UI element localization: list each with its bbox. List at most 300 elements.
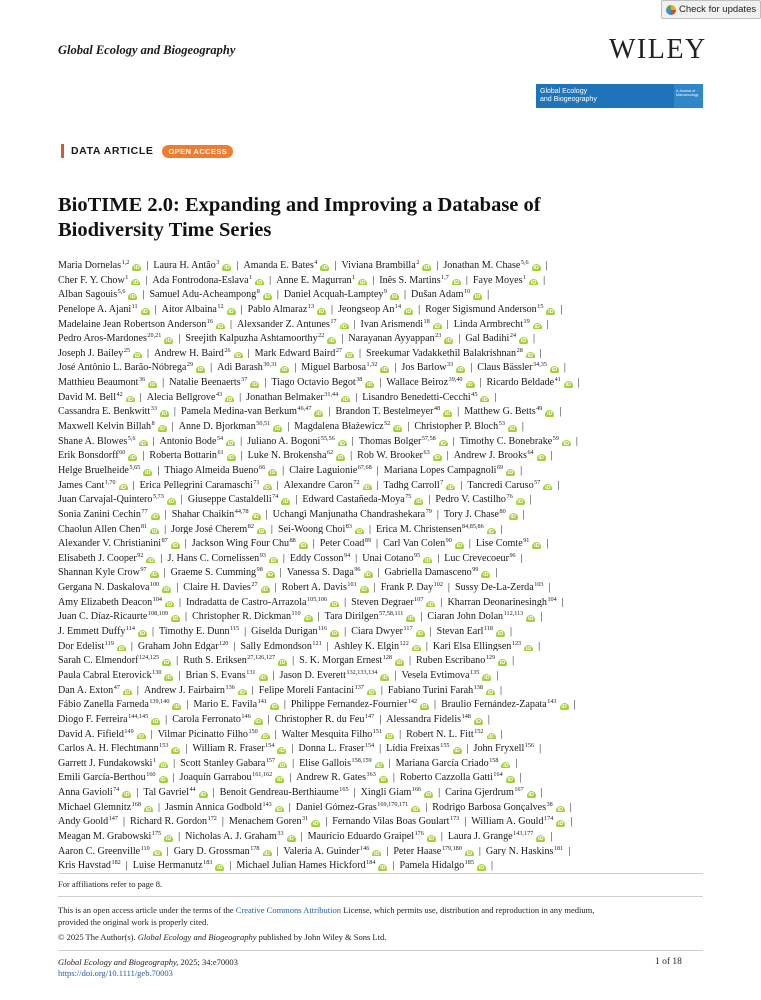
orcid-icon[interactable]: iD xyxy=(216,323,225,330)
author-name[interactable]: Christopher R. du Feu$^{147}$ xyxy=(274,712,375,725)
orcid-icon[interactable]: iD xyxy=(486,689,495,696)
affiliation-ref[interactable]: 118 xyxy=(483,625,494,633)
author-name[interactable]: José Antônio L. Barão-Nóbrega$^{29}$ xyxy=(58,361,194,374)
orcid-icon[interactable]: iD xyxy=(196,366,205,373)
orcid-icon[interactable]: iD xyxy=(199,791,208,798)
orcid-icon[interactable]: iD xyxy=(141,308,150,315)
orcid-icon[interactable]: iD xyxy=(446,484,455,491)
orcid-icon[interactable]: iD xyxy=(456,366,465,373)
orcid-icon[interactable]: iD xyxy=(433,323,442,330)
check-for-updates-button[interactable] xyxy=(661,0,761,19)
affiliation-ref[interactable]: 44 xyxy=(189,786,196,794)
affiliation-ref[interactable]: 62 xyxy=(326,449,334,457)
author-name[interactable]: Natalie Beenaerts$^{37}$ xyxy=(169,376,248,388)
orcid-icon[interactable]: iD xyxy=(215,864,224,871)
author-name[interactable]: Fabiano Turini Farah$^{138}$ xyxy=(387,683,483,696)
affiliation-ref[interactable]: 174 xyxy=(544,815,554,823)
author-name[interactable]: Dušan Adam$^{10}$ xyxy=(411,288,471,300)
author-name[interactable]: Christopher P. Bloch$^{53}$ xyxy=(414,420,505,432)
orcid-icon[interactable]: iD xyxy=(427,835,436,842)
author-name[interactable]: Richard R. Gordon$^{172}$ xyxy=(130,815,217,827)
affiliation-ref[interactable]: 105,106 xyxy=(307,595,328,603)
affiliation-ref[interactable]: 27 xyxy=(335,346,342,354)
author-name[interactable]: Emili García-Berthou$^{160}$ xyxy=(58,771,156,784)
affiliation-ref[interactable]: 27 xyxy=(251,581,258,589)
affiliation-ref[interactable]: 114 xyxy=(125,625,135,633)
author-name[interactable]: Vanessa S. Daga$^{96}$ xyxy=(286,566,361,579)
affiliation-ref[interactable]: 23 xyxy=(435,332,442,340)
author-name[interactable]: Frank P. Day$^{102}$ xyxy=(380,581,443,593)
author-name[interactable]: Juan Carvajal-Quintero$^{5,73}$ xyxy=(58,493,164,505)
author-name[interactable]: Gary N. Haskins$^{181}$ xyxy=(485,844,564,857)
author-name[interactable]: Claire H. Davies$^{27}$ xyxy=(183,581,258,593)
author-name[interactable]: Cher F. Y. Chow$^1$ xyxy=(58,273,129,286)
author-name[interactable]: Andy Goold$^{147}$ xyxy=(58,815,118,827)
affiliation-ref[interactable]: 90 xyxy=(445,537,452,545)
orcid-icon[interactable]: iD xyxy=(128,454,137,461)
author-name[interactable]: Felipe Moreli Fantacini$^{137}$ xyxy=(258,683,364,696)
affiliation-ref[interactable]: 43 xyxy=(215,390,223,398)
orcid-icon[interactable]: iD xyxy=(144,806,153,813)
affiliation-ref[interactable]: 4 xyxy=(314,259,318,266)
affiliation-ref[interactable]: 168 xyxy=(131,800,141,808)
author-name[interactable]: David M. Bell$^{42}$ xyxy=(58,390,123,403)
affiliation-ref[interactable]: 83 xyxy=(345,522,352,530)
orcid-icon[interactable]: iD xyxy=(480,396,489,403)
author-name[interactable]: Peter Haase$^{179,180}$ xyxy=(393,844,462,857)
author-name[interactable]: Elisabeth J. Cooper$^{92}$ xyxy=(58,551,144,564)
affiliation-ref[interactable]: 16 xyxy=(206,317,213,325)
author-name[interactable]: Lisandro Benedetti-Cecchi$^{45}$ xyxy=(362,390,478,403)
author-name[interactable]: Graham John Edgar$^{120}$ xyxy=(137,639,229,652)
affiliation-ref[interactable]: 101 xyxy=(347,581,357,589)
author-name[interactable]: Joaquín Garrabou$^{161,162}$ xyxy=(179,771,273,784)
orcid-icon[interactable]: iD xyxy=(151,513,160,520)
affiliation-ref[interactable]: 24 xyxy=(509,332,517,340)
author-name[interactable]: Amy Elizabeth Deacon$^{104}$ xyxy=(58,595,162,608)
author-name[interactable]: Kari Elsa Ellingsen$^{123}$ xyxy=(432,639,522,652)
author-name[interactable]: Diogo F. Ferreira$^{144,145}$ xyxy=(58,712,149,725)
affiliation-ref[interactable]: 45 xyxy=(471,390,478,398)
affiliation-ref[interactable]: 29 xyxy=(186,361,194,369)
orcid-icon[interactable]: iD xyxy=(238,689,247,696)
author-name[interactable]: Madelaine Jean Robertson Anderson$^{16}$ xyxy=(58,317,213,330)
orcid-icon[interactable]: iD xyxy=(159,762,168,769)
orcid-icon[interactable]: iD xyxy=(537,454,546,461)
author-name[interactable]: Gal Badihi$^{24}$ xyxy=(465,332,517,344)
author-name[interactable]: Indradatta de Castro-Arrazola$^{105,106}$ xyxy=(185,595,328,608)
affiliation-ref[interactable]: 50,51 xyxy=(256,420,271,428)
author-name[interactable]: Gergana N. Daskalova$^{100}$ xyxy=(58,581,160,593)
orcid-icon[interactable]: iD xyxy=(477,864,486,871)
affiliation-ref[interactable]: 91 xyxy=(523,537,530,545)
affiliation-ref[interactable]: 179,180 xyxy=(441,844,462,852)
orcid-icon[interactable]: iD xyxy=(122,791,131,798)
orcid-icon[interactable]: iD xyxy=(532,542,541,549)
author-name[interactable]: Carl Van Colen$^{90}$ xyxy=(383,537,452,549)
author-name[interactable]: Helge Bruelheide$^{5,65}$ xyxy=(58,463,141,476)
author-name[interactable]: John Fryxell$^{156}$ xyxy=(473,742,535,754)
affiliation-ref[interactable]: 13 xyxy=(307,302,315,310)
author-name[interactable]: Roberto Cazzolla Gatti$^{164}$ xyxy=(399,771,503,784)
author-name[interactable]: Andrew R. Gates$^{163}$ xyxy=(296,771,376,784)
orcid-icon[interactable]: iD xyxy=(150,571,159,578)
affiliation-ref[interactable]: 132,133,134 xyxy=(346,668,378,676)
author-name[interactable]: Luise Hermanutz$^{183}$ xyxy=(132,859,213,871)
author-name[interactable]: Robert N. L. Fitt$^{152}$ xyxy=(406,727,484,740)
author-name[interactable]: Sarah C. Elmendorf$^{124,125}$ xyxy=(58,654,160,666)
author-name[interactable]: Andrew J. Brooks$^{64}$ xyxy=(453,449,534,461)
author-name[interactable]: Michael Glemnitz$^{168}$ xyxy=(58,800,141,813)
orcid-icon[interactable]: iD xyxy=(336,454,345,461)
affiliation-ref[interactable]: 28 xyxy=(516,346,523,354)
affiliation-ref[interactable]: 175 xyxy=(151,829,162,837)
author-name[interactable]: Jorge José Cherem$^{82}$ xyxy=(171,522,254,535)
affiliation-ref[interactable]: 38 xyxy=(356,376,363,384)
author-name[interactable]: Thomas Bolger$^{57,58}$ xyxy=(358,434,436,447)
author-name[interactable]: Sreekumar Vadakkethil Balakrishnan$^{28}$ xyxy=(366,346,523,359)
affiliation-ref[interactable]: 52 xyxy=(384,420,391,428)
affiliation-ref[interactable]: 1 xyxy=(523,273,527,281)
affiliation-ref[interactable]: 158,159 xyxy=(351,756,372,764)
orcid-icon[interactable]: iD xyxy=(162,659,171,666)
affiliation-ref[interactable]: 129 xyxy=(485,654,496,662)
author-name[interactable]: Kharran Deonarinesingh$^{104}$ xyxy=(447,595,557,608)
orcid-icon[interactable]: iD xyxy=(426,601,435,608)
orcid-icon[interactable]: iD xyxy=(422,264,431,271)
author-name[interactable]: Kris Havstad$^{182}$ xyxy=(58,859,121,871)
affiliation-ref[interactable]: 141 xyxy=(257,698,267,706)
author-name[interactable]: Menachem Goren$^{31}$ xyxy=(228,815,309,827)
orcid-icon[interactable]: iD xyxy=(380,366,389,373)
affiliation-ref[interactable]: 84,85,86 xyxy=(462,522,484,530)
affiliation-ref[interactable]: 96 xyxy=(354,566,361,574)
orcid-icon[interactable]: iD xyxy=(506,469,515,476)
author-name[interactable]: Alexandre Caron$^{72}$ xyxy=(283,478,360,491)
affiliation-ref[interactable]: 5,73 xyxy=(152,493,164,501)
affiliation-ref[interactable]: 26 xyxy=(224,346,231,354)
orcid-icon[interactable]: iD xyxy=(546,308,555,315)
author-name[interactable]: Tory J. Chase$^{80}$ xyxy=(443,507,506,520)
affiliation-ref[interactable]: 143 xyxy=(547,698,557,706)
author-name[interactable]: Erik Bonsdorff$^{60}$ xyxy=(58,449,126,461)
author-name[interactable]: Stevan Earl$^{118}$ xyxy=(436,625,494,637)
orcid-icon[interactable]: iD xyxy=(496,630,505,637)
affiliation-ref[interactable]: 150 xyxy=(248,727,258,735)
affiliation-ref[interactable]: 138 xyxy=(473,683,483,691)
orcid-icon[interactable]: iD xyxy=(263,484,272,491)
orcid-icon[interactable]: iD xyxy=(543,484,552,491)
author-name[interactable]: Andrew J. Fairbairn$^{136}$ xyxy=(143,683,235,696)
author-name[interactable]: Pedro V. Castilho$^{76}$ xyxy=(435,493,513,505)
orcid-icon[interactable]: iD xyxy=(151,718,160,725)
author-name[interactable]: Lídia Freixas$^{155}$ xyxy=(386,742,450,754)
affiliation-ref[interactable]: 76 xyxy=(506,493,513,501)
affiliation-ref[interactable]: 146 xyxy=(360,844,370,852)
orcid-icon[interactable]: iD xyxy=(465,850,474,857)
affiliation-ref[interactable]: 102 xyxy=(433,581,443,589)
doi-link[interactable]: https://doi.org/10.1111/geb.70003 xyxy=(58,968,173,978)
affiliation-ref[interactable]: 95 xyxy=(414,551,421,559)
affiliation-ref[interactable]: 14 xyxy=(394,302,402,310)
orcid-icon[interactable]: iD xyxy=(320,264,329,271)
author-name[interactable]: Tiago Octavio Begot$^{38}$ xyxy=(271,376,363,388)
affiliation-ref[interactable]: 57,58,111 xyxy=(379,610,404,618)
affiliation-ref[interactable]: 41 xyxy=(554,376,561,384)
author-name[interactable]: Juan C. Díaz-Ricaurte$^{108,109}$ xyxy=(58,610,169,623)
affiliation-ref[interactable]: 157 xyxy=(265,756,276,764)
affiliation-ref[interactable]: 77 xyxy=(141,507,148,515)
orcid-icon[interactable]: iD xyxy=(327,337,336,344)
orcid-icon[interactable]: iD xyxy=(273,425,282,432)
orcid-icon[interactable]: iD xyxy=(474,718,483,725)
author-name[interactable]: Daniel Gómez-Gras$^{169,170,171}$ xyxy=(295,800,409,813)
orcid-icon[interactable]: iD xyxy=(158,425,167,432)
author-name[interactable]: Ruben Escribano$^{129}$ xyxy=(416,654,496,666)
affiliation-ref[interactable]: 33 xyxy=(150,405,157,413)
orcid-icon[interactable]: iD xyxy=(529,279,538,286)
author-name[interactable]: Gabriella Damasceno$^{99}$ xyxy=(384,566,479,579)
affiliation-ref[interactable]: 5,65 xyxy=(129,463,141,471)
affiliation-ref[interactable]: 20,21 xyxy=(147,332,162,340)
orcid-icon[interactable]: iD xyxy=(556,820,565,827)
orcid-icon[interactable]: iD xyxy=(545,410,554,417)
author-name[interactable]: Pamela Medina-van Berkum$^{46,47}$ xyxy=(180,405,312,418)
orcid-icon[interactable]: iD xyxy=(536,835,545,842)
affiliation-ref[interactable]: 49 xyxy=(536,405,543,413)
orcid-icon[interactable]: iD xyxy=(299,542,308,549)
affiliation-ref[interactable]: 173 xyxy=(449,815,460,823)
affiliation-ref[interactable]: 30,31 xyxy=(263,361,278,369)
author-name[interactable]: Pedro Aros-Mardones$^{20,21}$ xyxy=(58,332,162,344)
affiliation-ref[interactable]: 61 xyxy=(217,449,224,457)
orcid-icon[interactable]: iD xyxy=(252,513,261,520)
affiliation-ref[interactable]: 25 xyxy=(123,346,131,354)
affiliation-ref[interactable]: 39,40 xyxy=(448,376,463,384)
author-name[interactable]: Antonio Bode$^{54}$ xyxy=(159,434,224,447)
orcid-icon[interactable]: iD xyxy=(330,601,339,608)
author-name[interactable]: Sei-Woong Choi$^{83}$ xyxy=(277,522,352,535)
affiliation-ref[interactable]: 117 xyxy=(403,625,413,633)
affiliation-ref[interactable]: 7 xyxy=(440,478,444,486)
orcid-icon[interactable]: iD xyxy=(269,557,278,564)
affiliation-ref[interactable]: 183 xyxy=(203,859,213,867)
affiliation-ref[interactable]: 158 xyxy=(489,756,499,764)
author-name[interactable]: Giuseppe Castaldelli$^{74}$ xyxy=(187,493,279,505)
author-name[interactable]: J. Emmett Duffy$^{114}$ xyxy=(58,625,135,637)
orcid-icon[interactable]: iD xyxy=(138,630,147,637)
affiliation-ref[interactable]: 185 xyxy=(464,859,474,867)
affiliation-ref[interactable]: 1,70 xyxy=(104,478,116,486)
affiliation-ref[interactable]: 181 xyxy=(553,844,564,852)
affiliation-ref[interactable]: 42 xyxy=(116,390,123,398)
affiliation-ref[interactable]: 9 xyxy=(383,288,387,296)
affiliation-ref[interactable]: 121 xyxy=(312,639,322,647)
affiliation-ref[interactable]: 48 xyxy=(433,405,441,413)
orcid-icon[interactable]: iD xyxy=(355,528,364,535)
affiliation-ref[interactable]: 136 xyxy=(225,683,235,691)
author-name[interactable]: Brian S. Evans$^{131}$ xyxy=(185,668,256,681)
author-name[interactable]: Braulio Fernández-Zapata$^{143}$ xyxy=(441,698,557,710)
author-name[interactable]: Mark Edward Baird$^{27}$ xyxy=(254,346,342,359)
author-name[interactable]: Juliano A. Bogoni$^{55,56}$ xyxy=(247,434,335,447)
author-name[interactable]: Magdalena Błażewicz$^{52}$ xyxy=(294,420,391,432)
affiliation-ref[interactable]: 163 xyxy=(366,771,376,779)
journal-cover-banner[interactable] xyxy=(536,84,703,108)
author-name[interactable]: Lise Comte$^{91}$ xyxy=(475,537,530,549)
orcid-icon[interactable]: iD xyxy=(119,484,128,491)
author-name[interactable]: Rodrigo Barbosa Gonçalves$^{38}$ xyxy=(432,800,553,813)
author-name[interactable]: Alexander V. Christianini$^{87}$ xyxy=(58,537,168,549)
author-name[interactable]: Andrew H. Baird$^{26}$ xyxy=(154,346,231,359)
orcid-icon[interactable]: iD xyxy=(455,542,464,549)
author-name[interactable]: Scott Stanley Gabara$^{157}$ xyxy=(180,756,276,769)
author-name[interactable]: Amanda E. Bates$^4$ xyxy=(243,259,318,271)
affiliation-ref[interactable]: 112,113 xyxy=(503,610,524,618)
orcid-icon[interactable]: iD xyxy=(280,366,289,373)
author-name[interactable]: Erica Pellegrini Caramaschi$^{71}$ xyxy=(139,478,260,491)
affiliation-ref[interactable]: 44,78 xyxy=(234,507,249,515)
affiliation-ref[interactable]: 64 xyxy=(527,449,534,457)
affiliation-ref[interactable]: 1,32 xyxy=(366,361,378,369)
author-name[interactable]: Jonathan M. Chase$^{5,6}$ xyxy=(443,259,529,271)
author-name[interactable]: Sally Edmondson$^{121}$ xyxy=(240,639,322,652)
orcid-icon[interactable]: iD xyxy=(128,293,137,300)
affiliation-ref[interactable]: 57 xyxy=(534,478,541,486)
affiliation-ref[interactable]: 55,56 xyxy=(320,434,335,442)
orcid-icon[interactable]: iD xyxy=(317,308,326,315)
orcid-icon[interactable]: iD xyxy=(380,674,389,681)
author-name[interactable]: Laura H. Antão$^3$ xyxy=(153,259,220,271)
affiliation-ref[interactable]: 10 xyxy=(463,288,471,296)
orcid-icon[interactable]: iD xyxy=(424,791,433,798)
author-name[interactable]: David A. Fifield$^{149}$ xyxy=(58,727,134,740)
affiliation-ref[interactable]: 36 xyxy=(138,376,146,384)
orcid-icon[interactable]: iD xyxy=(146,557,155,564)
author-name[interactable]: J. Hans C. Cornelissen$^{93}$ xyxy=(167,551,266,564)
affiliation-ref[interactable]: 110 xyxy=(291,610,301,618)
affiliation-ref[interactable]: 161,162 xyxy=(252,771,273,779)
author-name[interactable]: Chaolun Allen Chen$^{81}$ xyxy=(58,522,148,535)
orcid-icon[interactable]: iD xyxy=(487,528,496,535)
orcid-icon[interactable]: iD xyxy=(524,645,533,652)
author-name[interactable]: Carina Gjerdrum$^{167}$ xyxy=(445,786,524,798)
author-name[interactable]: Eddy Cosson$^{94}$ xyxy=(289,551,351,564)
author-name[interactable]: Benoit Gendreau-Berthiaume$^{165}$ xyxy=(219,786,349,798)
affiliation-ref[interactable]: 74 xyxy=(113,786,120,794)
author-name[interactable]: William A. Gould$^{174}$ xyxy=(471,815,554,827)
author-name[interactable]: Xingli Giam$^{166}$ xyxy=(360,786,422,798)
author-name[interactable]: Edward Castañeda-Moya$^{75}$ xyxy=(302,493,412,505)
author-name[interactable]: Miguel Barbosa$^{1,32}$ xyxy=(301,361,378,374)
orcid-icon[interactable]: iD xyxy=(255,279,264,286)
author-name[interactable]: S. K. Morgan Ernest$^{128}$ xyxy=(299,654,392,666)
affiliation-ref[interactable]: 164 xyxy=(493,771,503,779)
affiliation-ref[interactable]: 104 xyxy=(152,595,162,603)
orcid-icon[interactable]: iD xyxy=(164,337,173,344)
affiliation-ref[interactable]: 153 xyxy=(159,742,169,750)
author-name[interactable]: Anna Gavioli$^{74}$ xyxy=(58,786,120,798)
orcid-icon[interactable]: iD xyxy=(379,776,388,783)
orcid-icon[interactable]: iD xyxy=(412,645,421,652)
author-name[interactable]: Ivan Arismendi$^{18}$ xyxy=(360,317,430,330)
orcid-icon[interactable]: iD xyxy=(414,498,423,505)
author-name[interactable]: Carola Ferronato$^{146}$ xyxy=(172,712,251,725)
affiliation-ref[interactable]: 89 xyxy=(364,537,372,545)
affiliation-ref[interactable]: 149 xyxy=(124,727,134,735)
orcid-icon[interactable]: iD xyxy=(481,571,490,578)
affiliation-ref[interactable]: 99 xyxy=(472,566,479,574)
author-name[interactable]: Walter Mesquita Filho$^{151}$ xyxy=(281,727,383,740)
author-name[interactable]: Vilmar Picinatto Filho$^{150}$ xyxy=(157,727,258,740)
orcid-icon[interactable]: iD xyxy=(532,264,541,271)
affiliation-ref[interactable]: 60 xyxy=(119,449,126,457)
affiliation-ref[interactable]: 135 xyxy=(470,668,480,676)
author-name[interactable]: Matthieu Beaumont$^{36}$ xyxy=(58,376,146,388)
author-name[interactable]: Luc Crevecoeur$^{96}$ xyxy=(444,551,516,564)
orcid-icon[interactable]: iD xyxy=(132,264,141,271)
orcid-icon[interactable]: iD xyxy=(363,484,372,491)
author-name[interactable]: Meagan M. Grabowski$^{175}$ xyxy=(58,829,162,842)
orcid-icon[interactable]: iD xyxy=(126,396,135,403)
affiliation-ref[interactable]: 2 xyxy=(416,259,420,266)
author-name[interactable]: Claire Laguionie$^{67,68}$ xyxy=(289,463,372,476)
orcid-icon[interactable]: iD xyxy=(345,352,354,359)
affiliation-ref[interactable]: 87 xyxy=(161,537,168,545)
orcid-icon[interactable]: iD xyxy=(473,293,482,300)
affiliation-ref[interactable]: 5,6 xyxy=(520,259,529,266)
orcid-icon[interactable]: iD xyxy=(404,308,413,315)
author-name[interactable]: Pablo Almaraz$^{13}$ xyxy=(247,302,315,315)
author-name[interactable]: Maxwell Kelvin Billah$^8$ xyxy=(58,420,155,432)
affiliation-ref[interactable]: 31 xyxy=(302,815,309,823)
author-name[interactable]: Roger Sigismund Anderson$^{15}$ xyxy=(425,302,544,315)
orcid-icon[interactable]: iD xyxy=(275,776,284,783)
author-name[interactable]: Jonathan Belmaker$^{31,44}$ xyxy=(246,390,339,403)
affiliation-ref[interactable]: 66 xyxy=(258,463,266,471)
orcid-icon[interactable]: iD xyxy=(171,542,180,549)
orcid-icon[interactable]: iD xyxy=(533,323,542,330)
orcid-icon[interactable]: iD xyxy=(439,440,448,447)
affiliation-ref[interactable]: 169,170,171 xyxy=(377,800,409,808)
affiliation-ref[interactable]: 139,140 xyxy=(149,698,170,706)
orcid-icon[interactable]: iD xyxy=(227,308,236,315)
affiliation-ref[interactable]: 1,2 xyxy=(121,259,130,266)
affiliation-ref[interactable]: 59 xyxy=(552,434,559,442)
affiliation-ref[interactable]: 165 xyxy=(339,786,349,794)
orcid-icon[interactable]: iD xyxy=(314,410,323,417)
affiliation-ref[interactable]: 3 xyxy=(216,259,220,266)
author-name[interactable]: Mario E. Favila$^{141}$ xyxy=(193,698,267,710)
orcid-icon[interactable]: iD xyxy=(501,762,510,769)
orcid-icon[interactable]: iD xyxy=(171,615,180,622)
affiliation-ref[interactable]: 103 xyxy=(534,581,544,589)
author-name[interactable]: Elise Gallois$^{158,159}$ xyxy=(299,756,372,769)
affiliation-ref[interactable]: 37 xyxy=(241,376,248,384)
orcid-icon[interactable]: iD xyxy=(395,659,404,666)
author-name[interactable]: Nicholas A. J. Graham$^{33}$ xyxy=(185,829,284,842)
affiliation-ref[interactable]: 74 xyxy=(272,493,279,501)
author-name[interactable]: Christopher R. Dickman$^{110}$ xyxy=(192,610,301,623)
author-name[interactable]: Erica M. Christensen$^{84,85,86}$ xyxy=(376,522,484,535)
affiliation-ref[interactable]: 19 xyxy=(523,317,530,325)
orcid-icon[interactable]: iD xyxy=(550,366,559,373)
orcid-icon[interactable]: iD xyxy=(259,674,268,681)
orcid-icon[interactable]: iD xyxy=(277,747,286,754)
affiliation-ref[interactable]: 122 xyxy=(399,639,409,647)
affiliation-ref[interactable]: 63 xyxy=(423,449,430,457)
affiliation-ref[interactable]: 33 xyxy=(277,829,284,837)
